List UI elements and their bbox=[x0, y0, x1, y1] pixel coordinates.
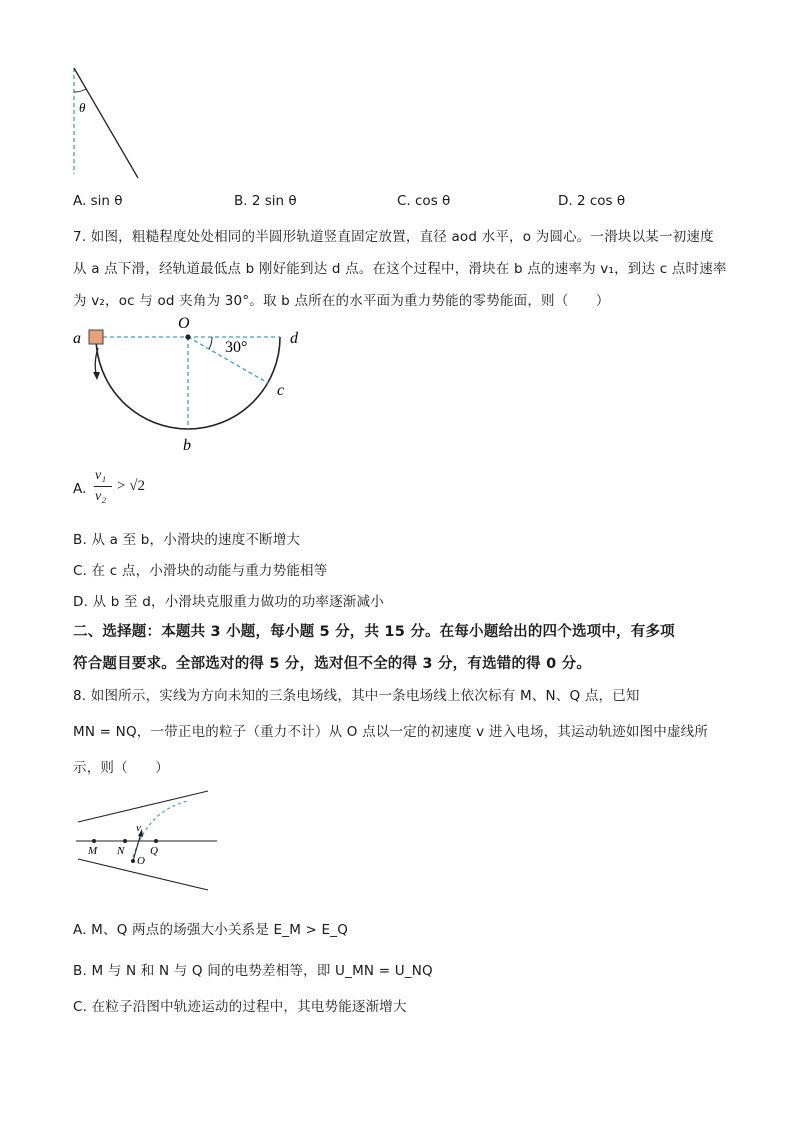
q7-option-a-inequality: > √2 bbox=[117, 478, 145, 494]
q8-option-a: A. M、Q 两点的场强大小关系是 E_M > E_Q bbox=[73, 922, 349, 938]
label-O: O bbox=[178, 315, 190, 332]
q7-line1: 7. 如图，粗糙程度处处相同的半圆形轨道竖直固定放置，直径 aod 水平，o 为圆心。一滑块以某一初速度 bbox=[73, 229, 714, 245]
slider-block bbox=[89, 330, 103, 344]
label-30deg: 30° bbox=[225, 339, 248, 356]
arrow-head bbox=[93, 372, 100, 380]
label-d: d bbox=[290, 330, 298, 347]
point-N bbox=[123, 839, 127, 843]
q7-line3: 为 v₂，oc 与 od 夹角为 30°。取 b 点所在的水平面为重力势能的零势能面，则（ ） bbox=[73, 293, 610, 309]
theta-label: θ bbox=[79, 100, 86, 115]
q7-option-b: B. 从 a 至 b，小滑块的速度不断增大 bbox=[73, 532, 301, 548]
q7-option-a-prefix: A. bbox=[73, 481, 87, 497]
q6-option-d: D. 2 cos θ bbox=[558, 193, 626, 209]
fig-q7-semicircle bbox=[68, 312, 318, 457]
q7-option-a-denominator: v₂ bbox=[95, 489, 107, 504]
q7-option-d: D. 从 b 至 d，小滑块克服重力做功的功率逐渐减小 bbox=[73, 594, 384, 610]
q7-option-c: C. 在 c 点，小滑块的动能与重力势能相等 bbox=[73, 563, 328, 579]
label-M: M bbox=[88, 845, 98, 857]
q8-option-c: C. 在粒子沿图中轨迹运动的过程中，其电势能逐渐增大 bbox=[73, 999, 407, 1015]
q8-option-b: B. M 与 N 和 N 与 Q 间的电势差相等，即 U_MN = U_NQ bbox=[73, 963, 433, 979]
point-Q bbox=[154, 839, 158, 843]
q6-option-c: C. cos θ bbox=[397, 193, 451, 209]
q8-line2: MN = NQ，一带正电的粒子（重力不计）从 O 点以一定的初速度 v 进入电场，其运动轨迹如图中虚线所 bbox=[73, 724, 709, 740]
angle-arc bbox=[74, 89, 86, 92]
fig-q8-field-lines bbox=[70, 784, 220, 896]
section2-line2: 符合题目要求。全部选对的得 5 分，选对但不全的得 3 分，有选错的得 0 分。 bbox=[73, 656, 592, 672]
q6-option-a: A. sin θ bbox=[73, 193, 123, 209]
q6-option-b: B. 2 sin θ bbox=[234, 193, 297, 209]
fraction-bar bbox=[94, 486, 112, 487]
angle-arc-30 bbox=[209, 337, 212, 349]
slanted-line bbox=[74, 68, 138, 178]
label-b: b bbox=[183, 437, 191, 454]
label-Q: Q bbox=[150, 845, 158, 857]
label-v: v bbox=[136, 822, 141, 834]
label-N: N bbox=[117, 845, 125, 857]
point-M bbox=[92, 839, 96, 843]
field-line-top bbox=[78, 791, 208, 822]
fig-q6-incline bbox=[60, 62, 150, 182]
q8-line3: 示，则（ ） bbox=[73, 760, 169, 776]
label-O: O bbox=[137, 855, 145, 867]
label-c: c bbox=[277, 382, 285, 399]
point-O bbox=[131, 859, 135, 863]
q8-line1: 8. 如图所示，实线为方向未知的三条电场线，其中一条电场线上依次标有 M、N、Q 点，已知 bbox=[73, 688, 640, 704]
label-a: a bbox=[73, 330, 81, 347]
trajectory-dashed bbox=[133, 801, 188, 857]
section2-line1: 二、选择题：本题共 3 小题，每小题 5 分，共 15 分。在每小题给出的四个选项中，有多项 bbox=[73, 624, 675, 640]
center-point bbox=[185, 334, 190, 339]
q7-line2: 从 a 点下滑，经轨道最低点 b 刚好能到达 d 点。在这个过程中，滑块在 b 点的速率为 v₁，到达 c 点时速率 bbox=[73, 261, 727, 277]
q7-option-a-numerator: v₁ bbox=[95, 468, 107, 483]
